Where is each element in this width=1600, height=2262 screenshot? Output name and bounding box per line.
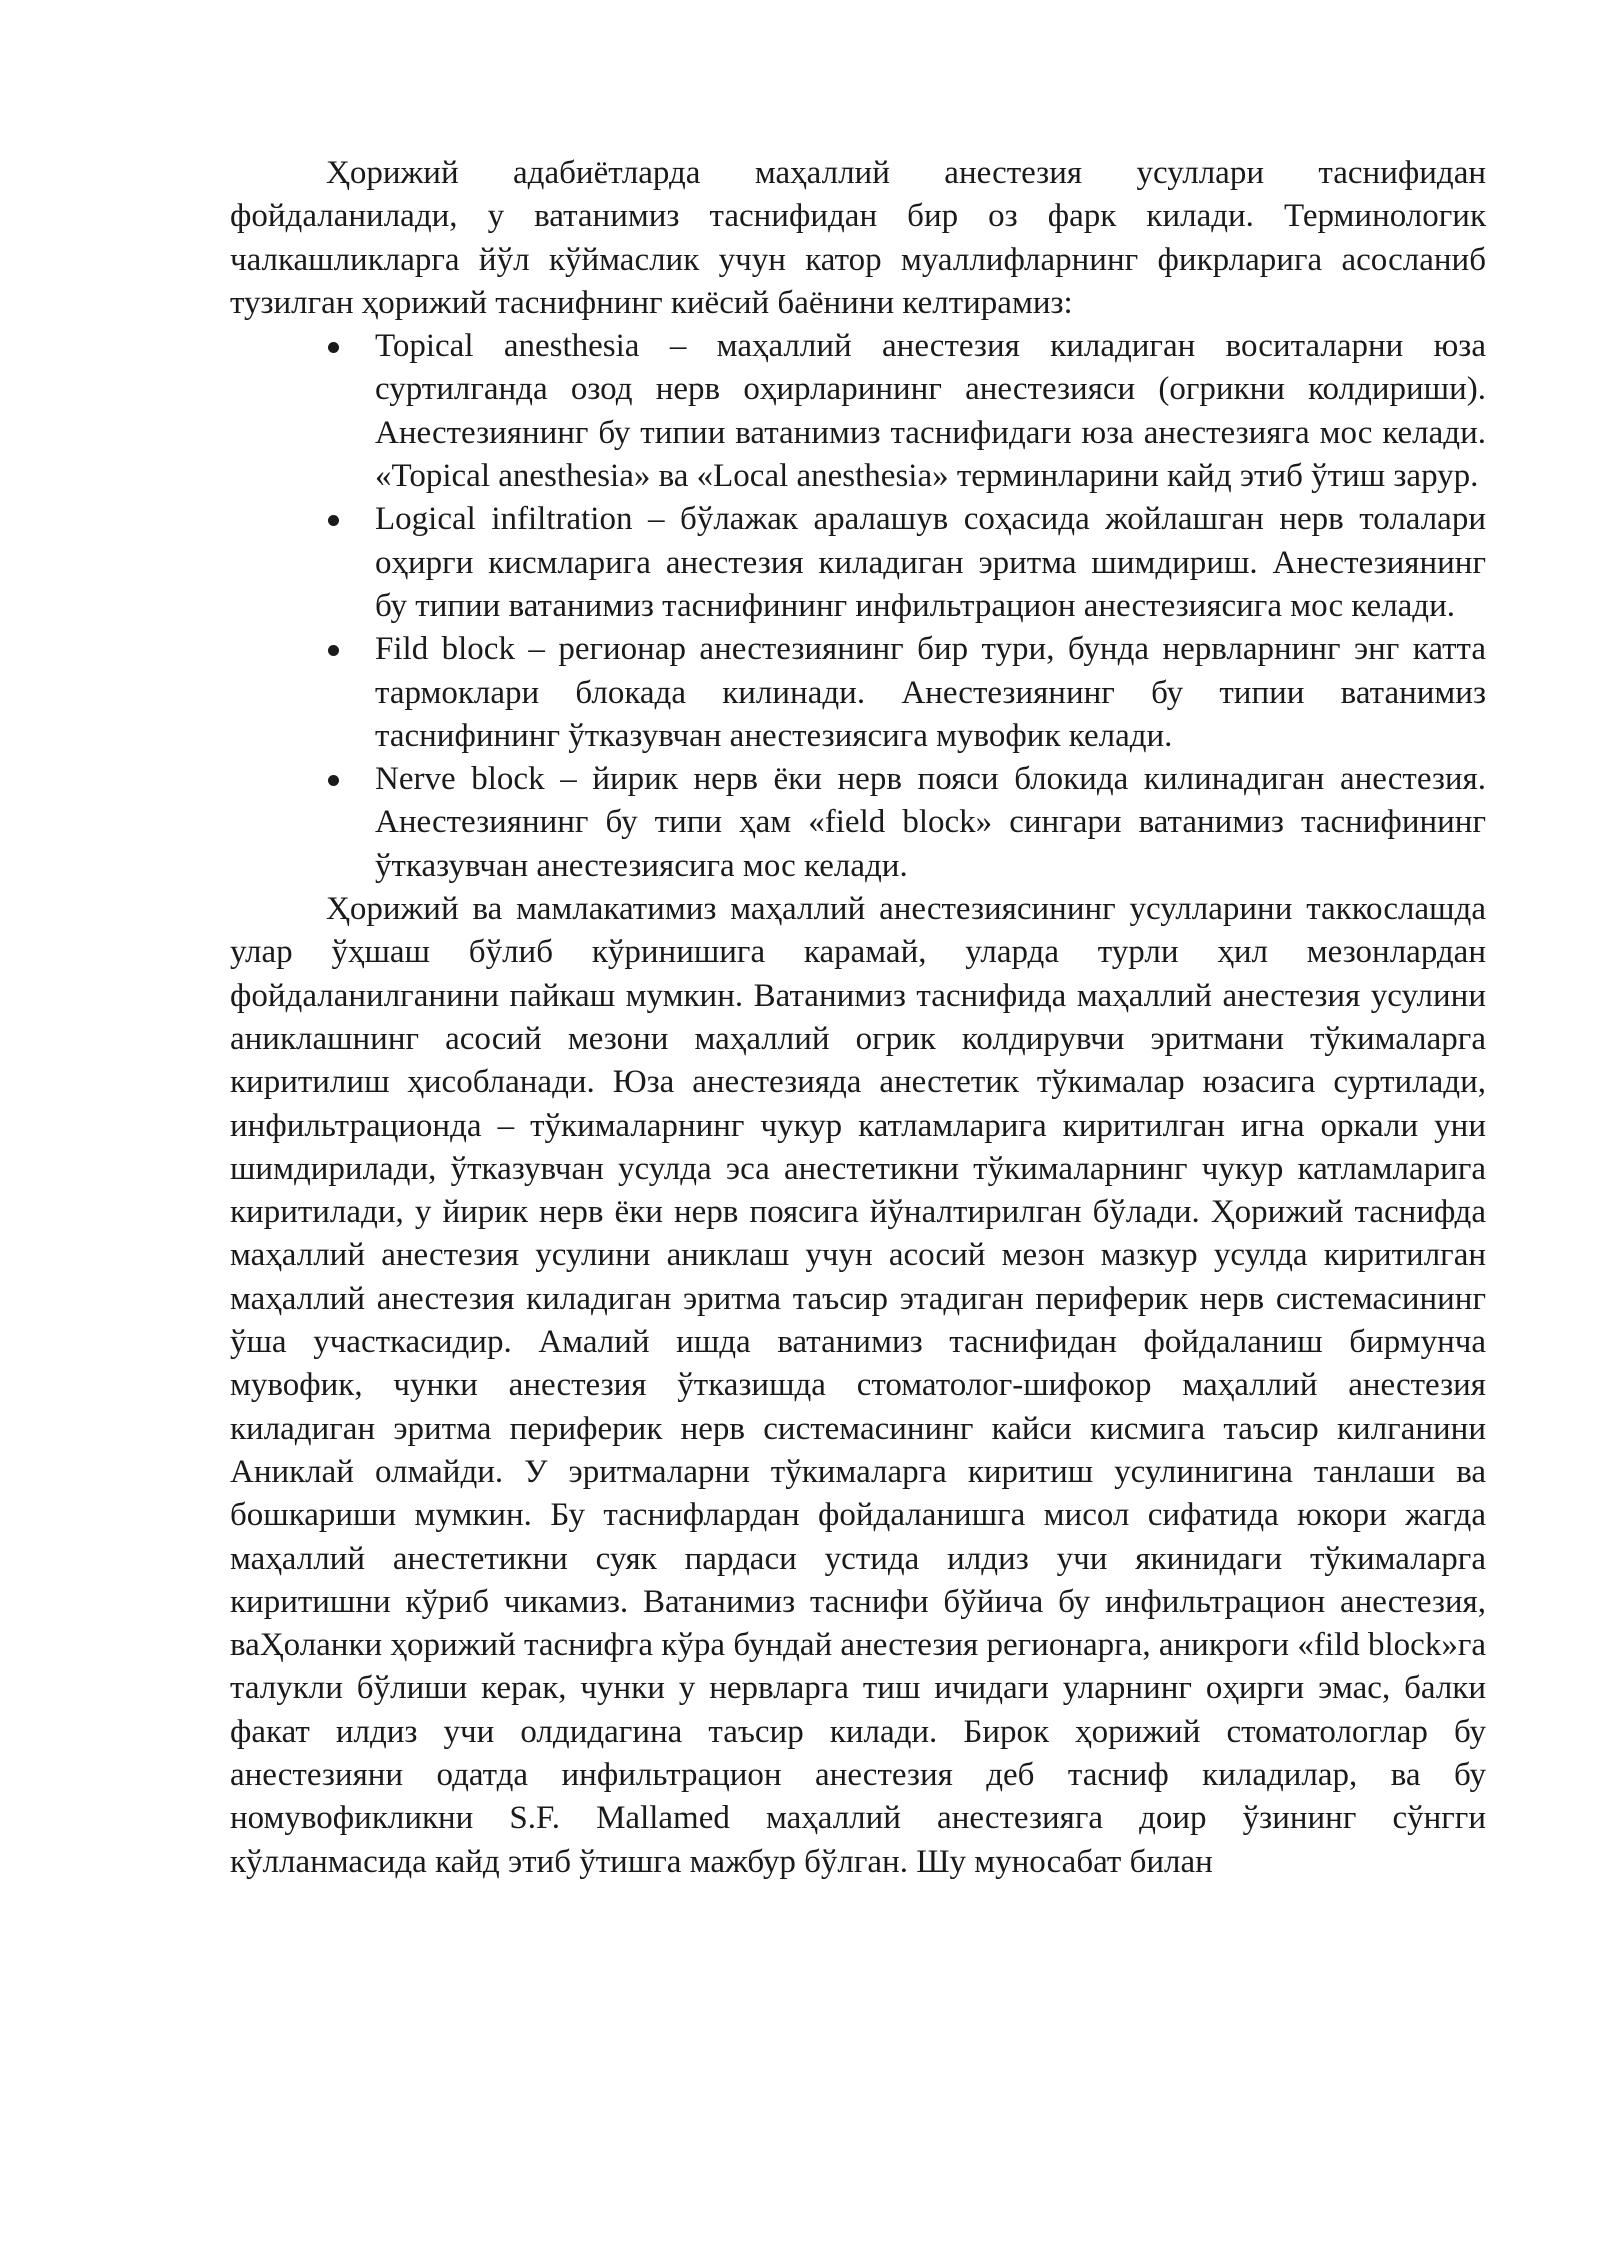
- bullet-icon: [328, 515, 339, 526]
- list-item-text: Logical infiltration – бўлажак аралашув соҳасида жойлашган нерв толалари оҳирги кисмларига анестезия киладиган эритма шимдириш. Анестезиянинг бу типии ватанимиз таснифининг инфильтрацион анестезиясига мос келади.: [375, 501, 1486, 624]
- bullet-icon: [328, 645, 339, 656]
- bullet-icon: [328, 342, 339, 353]
- document-page: [230, 152, 1486, 1884]
- intro-paragraph: Ҳорижий адабиётларда маҳаллий анестезия усуллари таснифидан фойдаланилади, у ватанимиз таснифидан бир оз фарк килади. Терминологик чалкашликларга йўл кўймаслик учун катор муаллифларнинг фикрларига асосланиб тузилган ҳорижий таснифнинг киёсий баёнини келтирамиз:: [230, 155, 1486, 321]
- list-item-text: Fild block – регионар анестезиянинг бир тури, бунда нервларнинг энг катта тармоклари блокада килинади. Анестезиянинг бу типии ватанимиз таснифининг ўтказувчан анестезиясига мувофик келади.: [375, 631, 1486, 754]
- main-paragraph: Ҳорижий ва мамлакатимиз маҳаллий анестезиясининг усулларини таккослашда улар ўҳшаш бўлиб кўринишига карамай, уларда турли ҳил мезонлардан фойдаланилганини пайкаш мумкин. Ватанимиз таснифида маҳаллий анестезия усулини аниклашнинг асосий мезони маҳаллий огрик колдирувчи эритмани тўкималарга киритилиш ҳисобланади. Юза анестезияда анестетик тўкималар юзасига суртилади, инфильтрационда – тўкималарнинг чукур катламларига киритилган игна оркали уни шимдирилади, ўтказувчан усулда эса анестетикни тўкималарнинг чукур катламларига киритилади, у йирик нерв ёки нерв поясига йўналтирилган бўлади. Ҳорижий таснифда маҳаллий анестезия усулини аниклаш учун асосий мезон мазкур усулда киритилган маҳаллий анестезия киладиган эритма таъсир этадиган периферик нерв системасининг ўша участкасидир. Амалий ишда ватанимиз таснифидан фойдаланиш бирмунча мувофик, чунки анестезия ўтказишда стоматолог-шифокор маҳаллий анестезия киладиган эритма периферик нерв системасининг кайси кисмига таъсир килганини Аниклай олмайди. У эритмаларни тўкималарга киритиш усулинигина танлаши ва бошкариши мумкин. Бу таснифлардан фойдаланишга мисол сифатида юкори жагда маҳаллий анестетикни суяк пардаси устида илдиз учи якинидаги тўкималарга киритишни кўриб чикамиз. Ватанимиз таснифи бўйича бу инфильтрацион анестезия, ваҲоланки ҳорижий таснифга кўра бундай анестезия регионарга, аникроги «fild block»га талукли бўлиши керак, чунки у нервларга тиш ичидаги уларнинг оҳирги эмас, балки факат илдиз учи олдидагина таъсир килади. Бирок ҳорижий стоматологлар бу анестезияни одатда инфильтрацион анестезия деб тасниф киладилар, ва бу номувофикликни S.F. Mallamed маҳаллий анестезияга доир ўзининг сўнгги кўлланмасида кайд этиб ўтишга мажбур бўлган. Шу муносабат билан: [230, 891, 1486, 1880]
- classification-list: [230, 325, 1486, 888]
- list-item-text: Nerve block – йирик нерв ёки нерв пояси блокида килинадиган анестезия. Анестезиянинг бу типи ҳам «field block» сингари ватанимиз таснифининг ўтказувчан анестезиясига мос келади.: [375, 761, 1486, 884]
- list-item: [375, 758, 1486, 888]
- list-item: [375, 628, 1486, 758]
- list-item: [375, 498, 1486, 628]
- list-item-text: Topical anesthesia – маҳаллий анестезия киладиган воситаларни юза суртилганда озод нерв оҳирларининг анестезияси (огрикни колдириши). Анестезиянинг бу типии ватанимиз таснифидаги юза анестезияга мос келади. «Topical anesthesia» ва «Local anesthesia» терминларини кайд этиб ўтиш зарур.: [375, 328, 1486, 495]
- list-item: [375, 325, 1486, 498]
- bullet-icon: [328, 775, 339, 786]
